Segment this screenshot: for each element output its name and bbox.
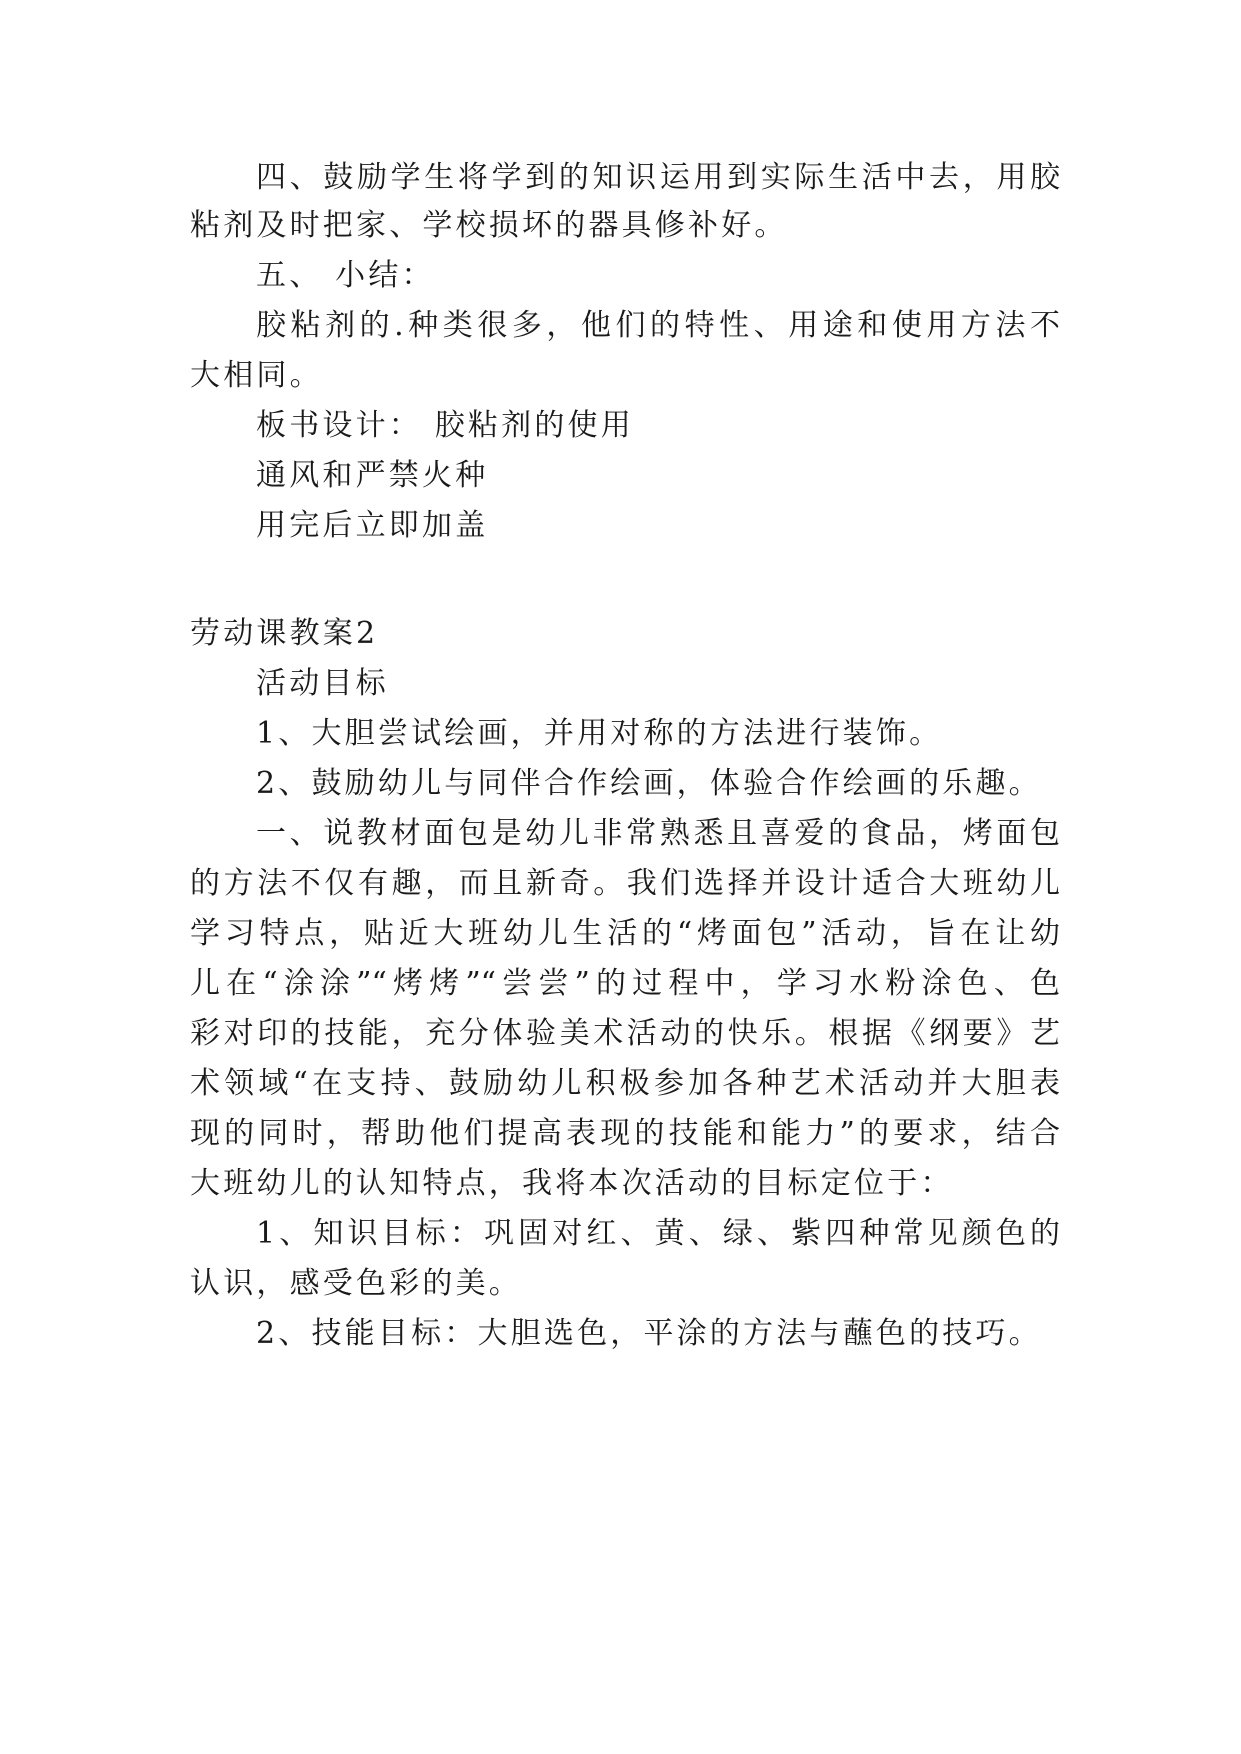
body-line-4: 儿在“涂涂”“烤烤”“尝尝”的过程中，学习水粉涂色、色 [190, 966, 1060, 1001]
summary-heading: 五、 小结： [256, 258, 435, 293]
skill-goal: 2、技能目标：大胆选色，平涂的方法与蘸色的技巧。 [256, 1316, 1042, 1351]
knowledge-goal-line-1: 1、知识目标：巩固对红、黄、绿、紫四种常见颜色的 [256, 1216, 1060, 1251]
board-item-cover: 用完后立即加盖 [256, 508, 489, 543]
knowledge-goal-line-2: 认识，感受色彩的美。 [190, 1266, 522, 1301]
body-line-1: 一、说教材面包是幼儿非常熟悉且喜爱的食品，烤面包 [256, 816, 1060, 851]
goal-2: 2、鼓励幼儿与同伴合作绘画，体验合作绘画的乐趣。 [256, 766, 1042, 801]
paragraph-4-line-1: 四、鼓励学生将学到的知识运用到实际生活中去，用胶 [256, 160, 1060, 195]
body-line-7: 现的同时，帮助他们提高表现的技能和能力”的要求，结合 [190, 1116, 1060, 1151]
goal-1: 1、大胆尝试绘画，并用对称的方法进行装饰。 [256, 716, 943, 751]
body-line-8: 大班幼儿的认知特点，我将本次活动的目标定位于： [190, 1166, 954, 1201]
body-line-3: 学习特点，贴近大班幼儿生活的“烤面包”活动，旨在让幼 [190, 916, 1060, 951]
summary-line-2: 大相同。 [190, 358, 323, 393]
board-item-ventilation: 通风和严禁火种 [256, 458, 489, 493]
lesson-plan-title: 劳动课教案2 [190, 616, 379, 651]
board-design-line: 板书设计： 胶粘剂的使用 [256, 408, 634, 443]
activity-goals-heading: 活动目标 [256, 666, 389, 701]
body-line-2: 的方法不仅有趣，而且新奇。我们选择并设计适合大班幼儿 [190, 866, 1060, 901]
summary-line-1: 胶粘剂的.种类很多，他们的特性、用途和使用方法不 [256, 308, 1060, 343]
body-line-6: 术领域“在支持、鼓励幼儿积极参加各种艺术活动并大胆表 [190, 1066, 1060, 1101]
body-line-5: 彩对印的技能，充分体验美术活动的快乐。根据《纲要》艺 [190, 1016, 1060, 1051]
paragraph-4-line-2: 粘剂及时把家、学校损坏的器具修补好。 [190, 208, 788, 243]
